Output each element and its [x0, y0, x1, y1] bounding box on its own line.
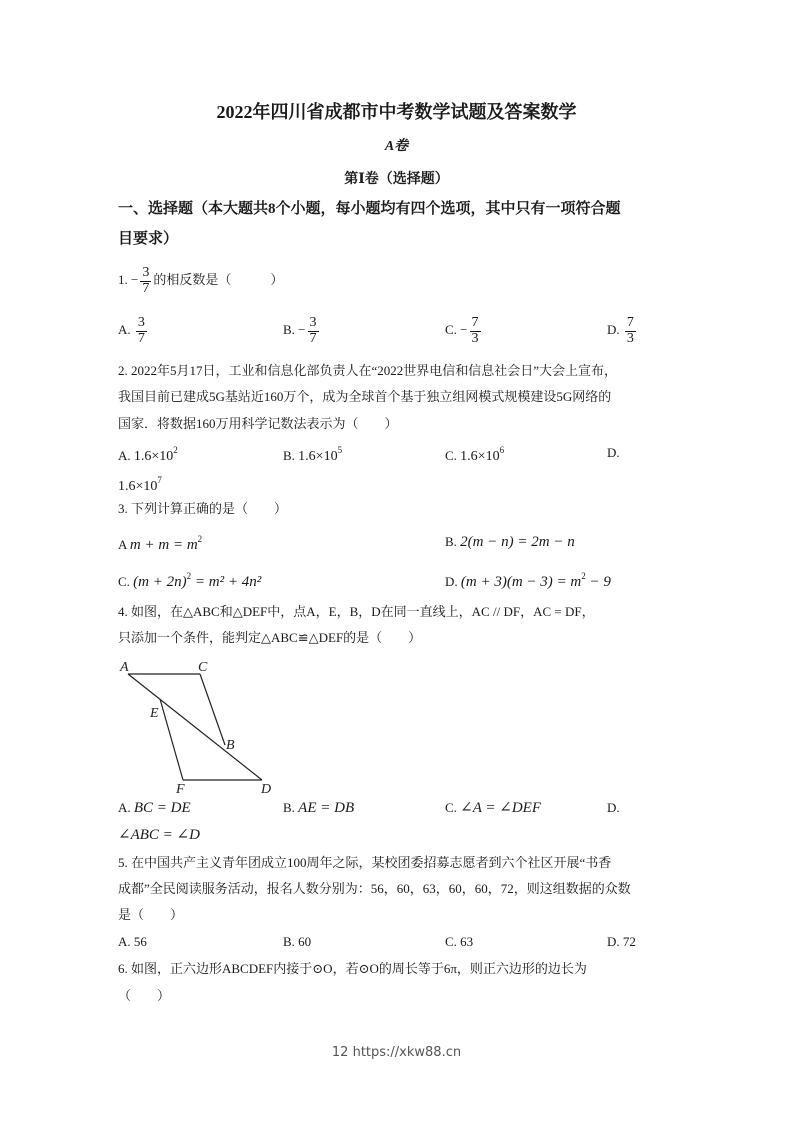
- numerator: 7: [471, 315, 479, 330]
- option-label: A.: [118, 448, 131, 463]
- option-label: C.: [445, 322, 457, 338]
- q1-option-d[interactable]: [607, 316, 638, 346]
- q4-option-d-label[interactable]: D.: [607, 800, 620, 815]
- fraction: [140, 266, 151, 296]
- exponent: 2: [186, 571, 192, 581]
- question-2-line: 2. 2022年5月17日，工业和信息化部负责人在“2022世界电信和信息社会日”大会上宣布，: [118, 363, 618, 378]
- minus-sign: −: [131, 272, 139, 288]
- q5-option-c[interactable]: C. 63: [445, 934, 474, 949]
- question-5-line: 是（ ）: [118, 907, 184, 922]
- option-label: C.: [445, 800, 457, 815]
- option-expression: AE = DB: [298, 800, 355, 816]
- denominator: 7: [309, 330, 317, 346]
- section-heading: 一、选择题（本大题共8个小题，每小题均有四个选项，其中只有一项符合题: [118, 201, 621, 217]
- question-1-stem: [118, 266, 283, 296]
- q1-option-b[interactable]: [283, 316, 321, 346]
- question-2-line: 国家．将数据160万用科学记数法表示为（ ）: [118, 416, 398, 431]
- q3-option-d[interactable]: [445, 572, 611, 590]
- option-expression: m + m = m: [129, 537, 198, 553]
- option-expression: (m + 3)(m − 3) = m: [460, 574, 582, 590]
- option-sign: −: [298, 322, 306, 338]
- exponent: 6: [499, 445, 505, 455]
- q5-option-d[interactable]: D. 72: [607, 934, 636, 949]
- point-label-a: A: [120, 660, 129, 675]
- fraction: [470, 316, 481, 346]
- fraction: [625, 316, 636, 346]
- point-label-c: C: [198, 660, 208, 675]
- q1-option-a[interactable]: [118, 316, 149, 346]
- q2-option-d[interactable]: [118, 476, 162, 494]
- option-sign: −: [460, 322, 468, 338]
- option-expression: BC = DE: [133, 800, 191, 816]
- q2-option-a[interactable]: [118, 446, 178, 464]
- option-expression-tail: − 9: [585, 574, 611, 590]
- option-label: C.: [445, 448, 457, 463]
- q2-option-d-label[interactable]: D.: [607, 445, 620, 460]
- option-label: A: [118, 537, 127, 552]
- numerator: 3: [137, 315, 145, 330]
- part-label: 第Ⅰ卷（选择题）: [344, 172, 449, 187]
- denominator: 3: [626, 330, 634, 346]
- question-5-line: 5. 在中国共产主义青年团成立100周年之际，某校团委招募志愿者到六个社区开展“书香: [118, 855, 612, 870]
- q2-option-b[interactable]: [283, 446, 342, 464]
- question-4-line: 只添加一个条件，能判定△ABC≌△DEF的是（ ）: [118, 630, 422, 645]
- q4-option-b[interactable]: [283, 801, 354, 816]
- q2-option-c[interactable]: [445, 446, 504, 464]
- question-2-line: 我国目前已建成5G基站近160万个，成为全球首个基于独立组网模式规模建设5G网络的: [118, 389, 612, 404]
- fraction: [308, 316, 319, 346]
- option-value: 1.6×10: [298, 449, 338, 464]
- option-expression: (m + 2n): [133, 574, 187, 590]
- question-3-stem: 3. 下列计算正确的是（ ）: [118, 501, 288, 516]
- numerator: 3: [309, 315, 317, 330]
- q3-option-b[interactable]: [445, 535, 575, 550]
- numerator: 7: [626, 315, 634, 330]
- option-label: D.: [445, 574, 458, 589]
- option-expression-tail: = m² + 4n²: [191, 574, 262, 590]
- exponent: 2: [173, 445, 178, 455]
- option-label: A.: [118, 800, 131, 815]
- q3-option-c[interactable]: [118, 572, 261, 590]
- q4-option-d[interactable]: ∠ABC = ∠D: [118, 827, 200, 843]
- option-value: 1.6×10: [460, 449, 500, 464]
- denominator: 7: [142, 280, 150, 296]
- point-label-d: D: [261, 782, 272, 797]
- option-label: C.: [118, 574, 130, 589]
- option-label: A.: [118, 322, 131, 338]
- denominator: 7: [137, 330, 145, 346]
- option-label: B.: [283, 448, 295, 463]
- exponent: 5: [337, 445, 343, 455]
- q5-option-b[interactable]: B. 60: [283, 934, 312, 949]
- exponent: 7: [157, 475, 162, 485]
- question-4-line: 4. 如图，在△ABC和△DEF中，点A，E，B，D在同一直线上，AC // DF，AC = DF，: [118, 604, 595, 619]
- exponent: 2: [197, 534, 203, 544]
- option-label: D.: [607, 322, 620, 338]
- point-label-f: F: [176, 782, 185, 797]
- option-value: 1.6×10: [133, 449, 174, 464]
- stem-text: 的相反数是（ ）: [153, 272, 284, 288]
- q4-option-c[interactable]: [445, 801, 541, 816]
- section-heading-cont: 目要求）: [118, 231, 179, 247]
- question-6-line: 6. 如图，正六边形ABCDEF内接于⊙O，若⊙O的周长等于6π，则正六边形的边长为: [118, 961, 587, 976]
- question-number: 1.: [118, 272, 128, 288]
- option-label: B.: [445, 534, 457, 549]
- option-expression: ∠A = ∠DEF: [460, 800, 541, 816]
- option-label: B.: [283, 322, 295, 338]
- exponent: 2: [581, 571, 586, 581]
- document-title: 2022年四川省成都市中考数学试题及答案数学: [216, 102, 577, 122]
- segment-ad: [128, 674, 262, 780]
- fraction: [136, 316, 147, 346]
- triangle-figure: [110, 655, 280, 800]
- q5-option-a[interactable]: A. 56: [118, 934, 147, 949]
- q4-option-a[interactable]: [118, 801, 191, 816]
- denominator: 3: [471, 330, 479, 346]
- option-label: B.: [283, 800, 295, 815]
- point-label-e: E: [150, 706, 159, 721]
- segment-ef: [160, 699, 183, 780]
- option-expression: 2(m − n) = 2m − n: [460, 534, 575, 550]
- question-6-line: （ ）: [118, 988, 171, 1003]
- page-footer: 12 https://xkw88.cn: [331, 1045, 462, 1060]
- question-5-line: 成都”全民阅读服务活动，报名人数分别为：56，60，63，60，60，72，则这组数据的众数: [118, 881, 631, 896]
- point-label-b: B: [226, 738, 235, 753]
- q3-option-a[interactable]: [118, 535, 202, 553]
- q1-option-c[interactable]: [445, 316, 483, 346]
- option-value: 1.6×10: [118, 479, 158, 494]
- volume-label: A卷: [384, 139, 409, 154]
- numerator: 3: [142, 265, 150, 280]
